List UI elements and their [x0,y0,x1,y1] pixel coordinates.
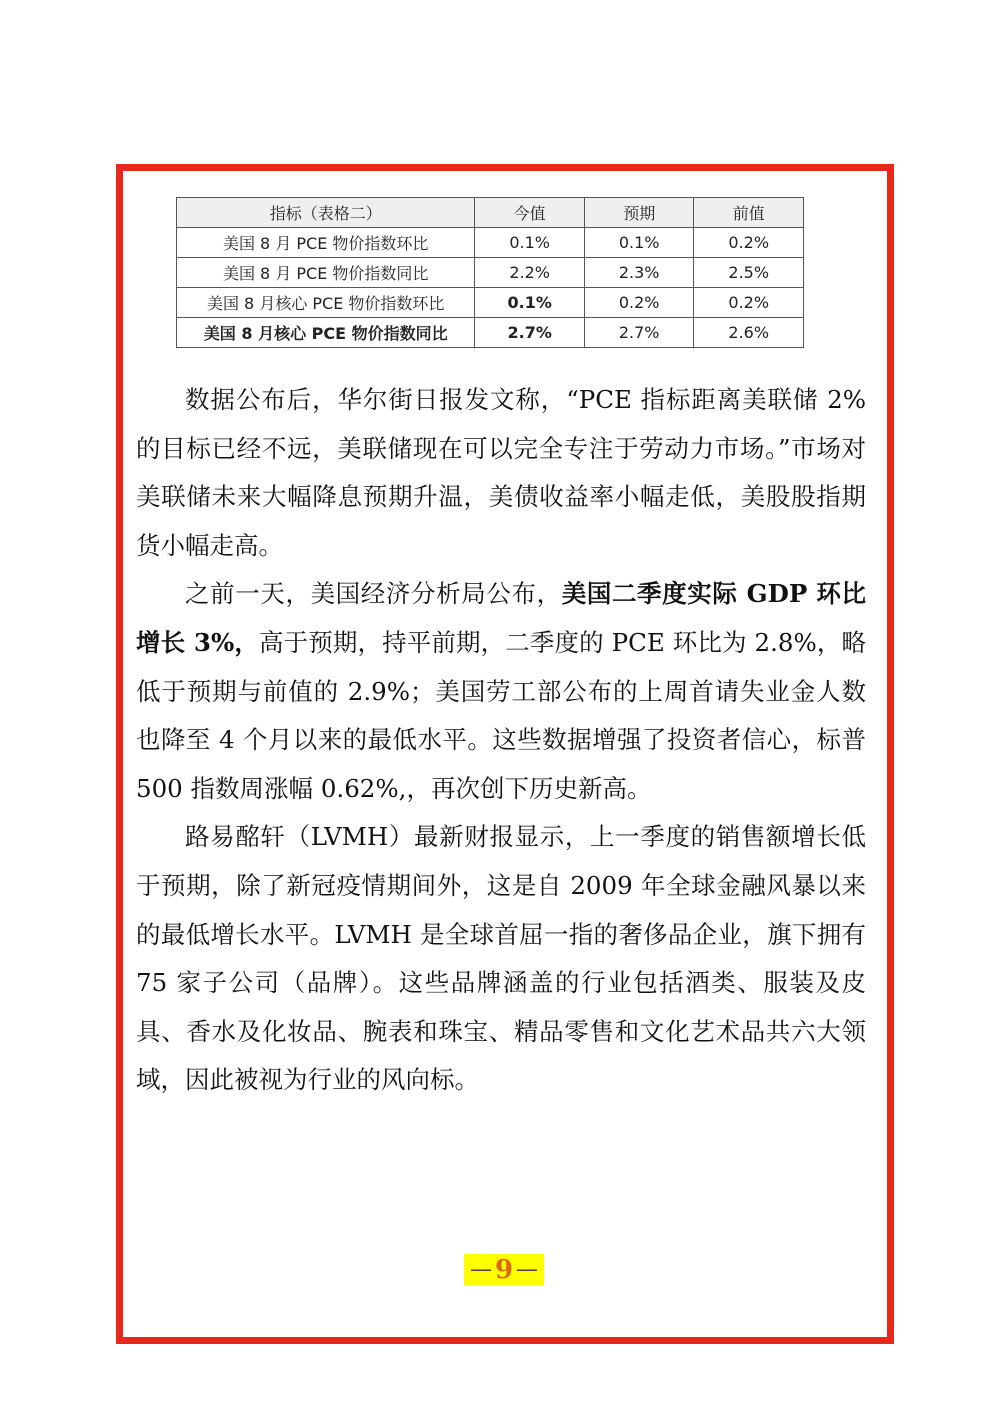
row-forecast-value: 2.7% [584,318,694,348]
row-previous-value: 0.2% [694,288,804,318]
table-header-row [177,198,804,228]
page-number-dash-left: — [469,1257,492,1282]
header-indicator: 指标（表格二） [177,198,475,228]
paragraph-gdp-lead: 之前一天，美国经济分析局公布， [185,579,562,609]
page-number: 9 [494,1254,514,1285]
paragraph-pce-reaction: 数据公布后，华尔街日报发文称，“PCE 指标距离美联储 2%的目标已经不远，美联储现在可以完全专注于劳动力市场。”市场对美联储未来大幅降息预期升温，美债收益率小幅走低，美股股指期货小幅走高。 [136,385,866,560]
row-forecast-value: 0.1% [584,228,694,258]
paragraph-gdp-rest: 高于预期，持平前期，二季度的 PCE 环比为 2.8%，略低于预期与前值的 2.9%；美国劳工部公布的上周首请失业金人数也降至 4 个月以来的最低水平。这些数据增强了投资者信心，标普 500 指数周涨幅 0.62%,，再次创下历史新高。 [136,627,866,803]
row-previous-value: 2.5% [694,258,804,288]
header-forecast: 预期 [584,198,694,228]
paragraph-gdp [136,570,866,813]
page-number-badge [464,1254,544,1285]
row-actual-value: 0.1% [475,288,585,318]
row-indicator-name: 美国 8 月 PCE 物价指数环比 [177,228,475,258]
header-previous: 前值 [694,198,804,228]
table-row [177,258,804,288]
row-indicator-name: 美国 8 月核心 PCE 物价指数同比 [177,318,475,348]
row-actual-value: 2.2% [475,258,585,288]
row-forecast-value: 2.3% [584,258,694,288]
indicator-table [176,197,804,348]
row-previous-value: 2.6% [694,318,804,348]
paragraph-gdp-highlight: 美国二季度实际 GDP 环比增长 3%， [136,579,867,657]
table-row [177,288,804,318]
row-indicator-name: 美国 8 月核心 PCE 物价指数环比 [177,288,475,318]
indicator-table-container [176,197,804,348]
row-previous-value: 0.2% [694,228,804,258]
header-actual: 今值 [475,198,585,228]
table-row [177,228,804,258]
page-number-dash-right: — [516,1257,539,1282]
table-row [177,318,804,348]
article-body [136,376,866,1105]
row-actual-value: 2.7% [475,318,585,348]
paragraph-lvmh: 路易酩轩（LVMH）最新财报显示，上一季度的销售额增长低于预期，除了新冠疫情期间外，这是自 2009 年全球金融风暴以来的最低增长水平。LVMH 是全球首屈一指的奢侈品企业，旗下拥有 75 家子公司（品牌）。这些品牌涵盖的行业包括酒类、服装及皮具、香水及化妆品、腕表和珠宝、精品零售和文化艺术品共六大领域，因此被视为行业的风向标。 [136,822,866,1095]
row-indicator-name: 美国 8 月 PCE 物价指数同比 [177,258,475,288]
row-actual-value: 0.1% [475,228,585,258]
row-forecast-value: 0.2% [584,288,694,318]
